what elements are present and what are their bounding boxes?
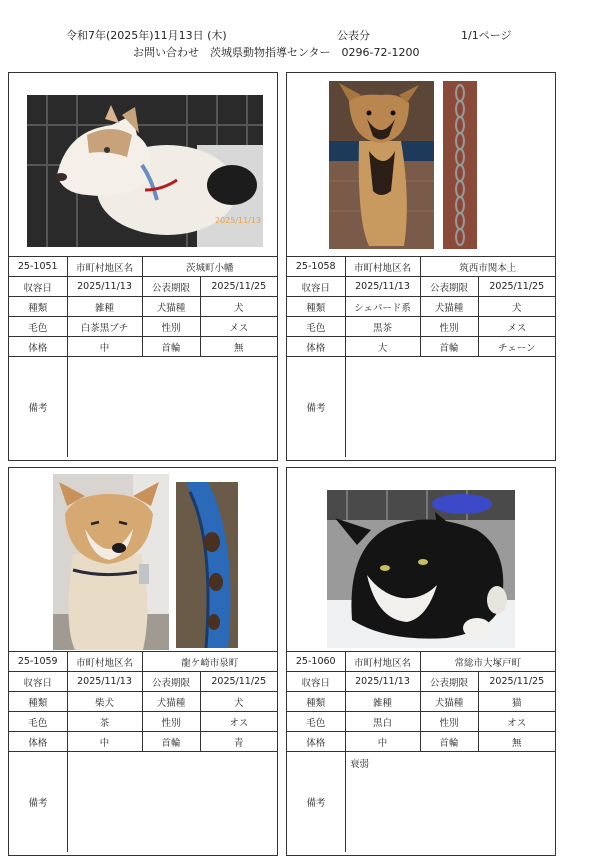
coat-value: 白茶黒ブチ: [67, 317, 142, 337]
deadline-value: 2025/11/25: [478, 277, 555, 297]
collar-label: 首輪: [142, 337, 200, 357]
size-label: 体格: [9, 337, 67, 357]
animal-type-label: 犬猫種: [420, 692, 478, 712]
animal-id: 25-1058: [287, 257, 345, 277]
location-value: 茨城町小幡: [142, 257, 277, 277]
animal-type-label: 犬猫種: [142, 297, 200, 317]
location-label: 市町村地区名: [345, 652, 420, 672]
sex-label: 性別: [142, 712, 200, 732]
remarks-label: 備考: [287, 357, 346, 457]
breed-label: 種類: [9, 692, 67, 712]
details-table: [287, 277, 555, 357]
remarks-label: 備考: [9, 752, 68, 852]
dog-photo: [53, 474, 169, 650]
size-label: 体格: [287, 732, 345, 752]
collar-label: 首輪: [420, 732, 478, 752]
collar-photo: [176, 482, 238, 648]
chain-photo: [443, 81, 477, 249]
coat-label: 毛色: [287, 317, 345, 337]
intake-date-label: 収容日: [9, 672, 67, 692]
remarks-value: [68, 357, 277, 457]
cat-photo: [327, 490, 515, 648]
breed-label: 種類: [287, 297, 345, 317]
animal-type-label: 犬猫種: [420, 297, 478, 317]
size-value: 中: [67, 732, 142, 752]
location-label: 市町村地区名: [67, 652, 142, 672]
intake-date-label: 収容日: [287, 672, 345, 692]
location-value: 龍ケ崎市泉町: [142, 652, 277, 672]
collar-label: 首輪: [142, 732, 200, 752]
collar-value: 無: [200, 337, 277, 357]
size-label: 体格: [9, 732, 67, 752]
photo-area: [9, 73, 277, 257]
location-label: 市町村地区名: [67, 257, 142, 277]
location-label: 市町村地区名: [345, 257, 420, 277]
sex-label: 性別: [142, 317, 200, 337]
intake-date-value: 2025/11/13: [345, 277, 420, 297]
animal-id: 25-1051: [9, 257, 67, 277]
remarks-value: [346, 357, 555, 457]
sex-value: オス: [200, 712, 277, 732]
size-value: 中: [67, 337, 142, 357]
sex-value: メス: [478, 317, 555, 337]
photo-date-stamp: 2025/11/13: [215, 216, 262, 225]
deadline-value: 2025/11/25: [200, 277, 277, 297]
info-table: [287, 257, 555, 277]
contact-info: お問い合わせ 茨城県動物指導センター 0296-72-1200: [133, 46, 420, 59]
remarks-row: [287, 357, 555, 457]
animal-id: 25-1059: [9, 652, 67, 672]
breed-label: 種類: [287, 692, 345, 712]
deadline-label: 公表期限: [142, 672, 200, 692]
animal-id: 25-1060: [287, 652, 345, 672]
deadline-label: 公表期限: [142, 277, 200, 297]
details-table: [9, 672, 277, 752]
coat-label: 毛色: [9, 317, 67, 337]
animal-type-value: 犬: [478, 297, 555, 317]
report-date: 令和7年(2025年)11月13日 (木): [66, 29, 227, 42]
info-table: [9, 257, 277, 277]
coat-label: 毛色: [287, 712, 345, 732]
breed-value: 雑種: [67, 297, 142, 317]
breed-label: 種類: [9, 297, 67, 317]
photo-area: [287, 73, 555, 257]
coat-value: 黒茶: [345, 317, 420, 337]
deadline-value: 2025/11/25: [478, 672, 555, 692]
sex-label: 性別: [420, 712, 478, 732]
info-table: [287, 652, 555, 672]
dog-photo: [27, 95, 263, 247]
location-value: 筑西市関本上: [420, 257, 555, 277]
animal-card: [286, 72, 556, 461]
animal-type-label: 犬猫種: [142, 692, 200, 712]
intake-date-label: 収容日: [287, 277, 345, 297]
deadline-label: 公表期限: [420, 672, 478, 692]
photo-area: [9, 468, 277, 652]
intake-date-value: 2025/11/13: [345, 672, 420, 692]
photo-area: [287, 468, 555, 652]
intake-date-value: 2025/11/13: [67, 277, 142, 297]
page-indicator: 1/1ページ: [461, 29, 512, 42]
animal-card: [8, 72, 278, 461]
intake-date-label: 収容日: [9, 277, 67, 297]
details-table: [287, 672, 555, 752]
sex-label: 性別: [420, 317, 478, 337]
details-table: [9, 277, 277, 357]
report-category: 公表分: [337, 29, 370, 42]
coat-label: 毛色: [9, 712, 67, 732]
sex-value: オス: [478, 712, 555, 732]
collar-value: 青: [200, 732, 277, 752]
animal-type-value: 犬: [200, 692, 277, 712]
remarks-value: 衰弱: [350, 759, 370, 770]
animal-type-value: 猫: [478, 692, 555, 712]
location-value: 常総市大塚戸町: [420, 652, 555, 672]
animal-type-value: 犬: [200, 297, 277, 317]
coat-value: 黒白: [345, 712, 420, 732]
dog-photo: [329, 81, 434, 249]
remarks-value: [68, 752, 277, 852]
breed-value: 柴犬: [67, 692, 142, 712]
sex-value: メス: [200, 317, 277, 337]
animal-card: [286, 467, 556, 856]
deadline-value: 2025/11/25: [200, 672, 277, 692]
size-label: 体格: [287, 337, 345, 357]
info-table: [9, 652, 277, 672]
remarks-row: [9, 357, 277, 457]
breed-value: 雑種: [345, 692, 420, 712]
remarks-label: 備考: [9, 357, 68, 457]
size-value: 大: [345, 337, 420, 357]
collar-value: 無: [478, 732, 555, 752]
intake-date-value: 2025/11/13: [67, 672, 142, 692]
remarks-label: 備考: [287, 752, 346, 852]
collar-value: チェーン: [478, 337, 555, 357]
deadline-label: 公表期限: [420, 277, 478, 297]
coat-value: 茶: [67, 712, 142, 732]
collar-label: 首輪: [420, 337, 478, 357]
animal-card: [8, 467, 278, 856]
remarks-row: [9, 752, 277, 852]
remarks-row: [287, 752, 555, 852]
breed-value: シェパード系: [345, 297, 420, 317]
size-value: 中: [345, 732, 420, 752]
